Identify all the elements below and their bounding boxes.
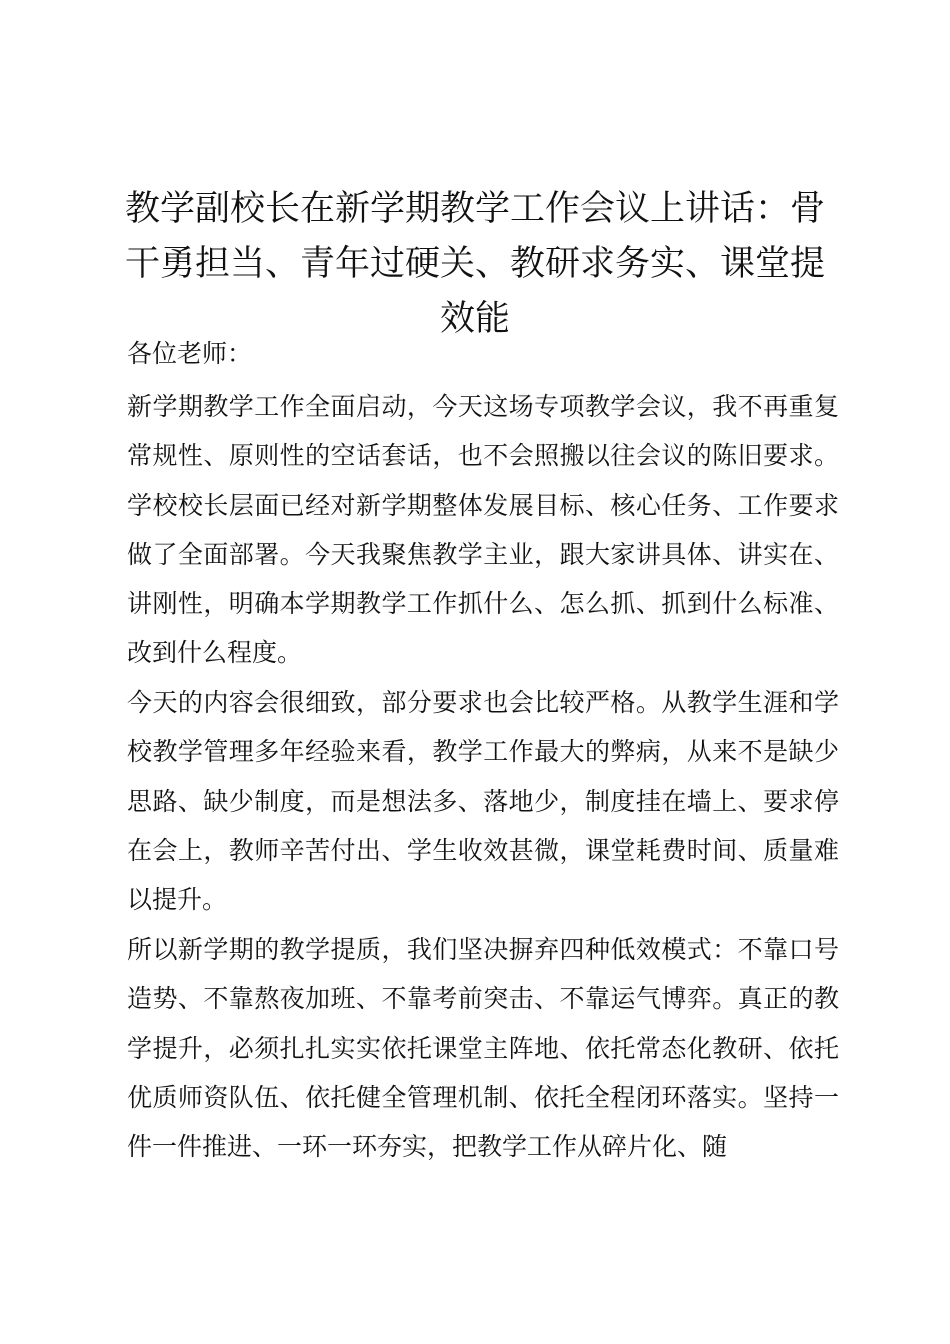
salutation: 各位老师：	[127, 339, 253, 368]
document-title: 教学副校长在新学期教学工作会议上讲话：骨干勇担当、青年过硬关、教研求务实、课堂提效能	[124, 189, 825, 339]
paragraph: 今天的内容会很细致，部分要求也会比较严格。从教学生涯和学校教学管理多年经验来看，教学工作最大的弊病，从来不是缺少思路、缺少制度，而是想法多、落地少，制度挂在墙上、要求停在会上，教师辛苦付出、学生收效甚微，课堂耗费时间、质量难以提升。	[127, 688, 839, 915]
paragraph: 所以新学期的教学提质，我们坚决摒弃四种低效模式：不靠口号造势、不靠熬夜加班、不靠考前突击、不靠运气博弈。真正的教学提升，必须扎扎实实依托课堂主阵地、依托常态化教研、依托优质师资队伍、依托健全管理机制、依托全程闭环落实。坚持一件一件推进、一环一环夯实，把教学工作从碎片化、随	[127, 935, 839, 1162]
paragraph: 新学期教学工作全面启动，今天这场专项教学会议，我不再重复常规性、原则性的空话套话，也不会照搬以往会议的陈旧要求。学校校长层面已经对新学期整体发展目标、核心任务、工作要求做了全面部署。今天我聚焦教学主业，跟大家讲具体、讲实在、讲刚性，明确本学期教学工作抓什么、怎么抓、抓到什么标准、改到什么程度。	[127, 392, 839, 668]
